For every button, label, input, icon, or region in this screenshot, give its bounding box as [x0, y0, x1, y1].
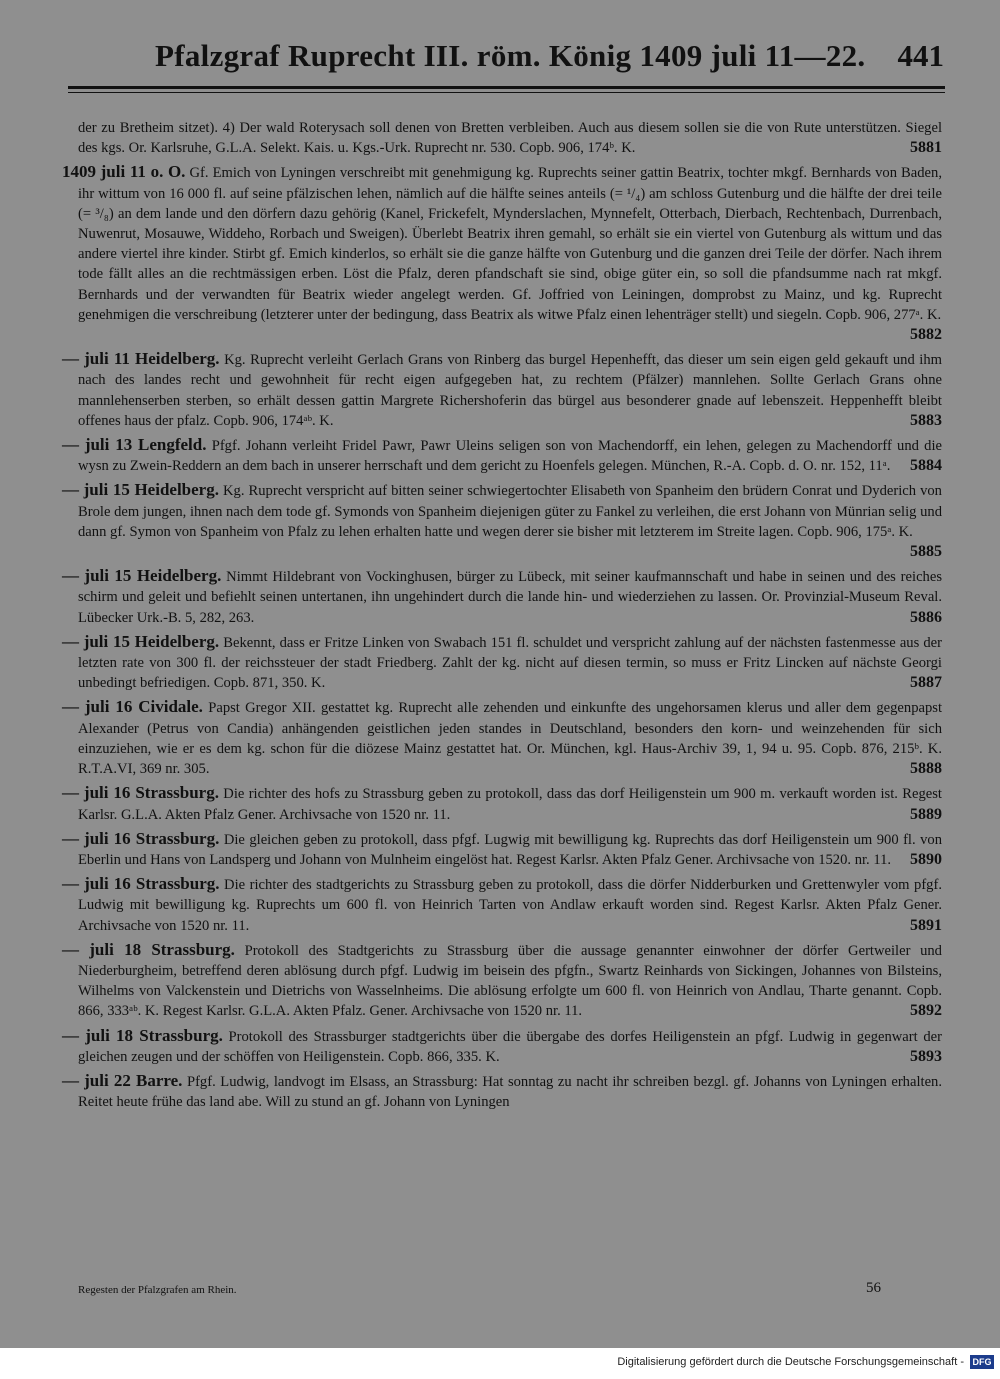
regest-entry [62, 162, 942, 345]
regest-entry [62, 435, 942, 476]
entry-number: 5886 [910, 608, 942, 626]
regest-entry [62, 874, 942, 936]
entry-text: Bekennt, dass er Fritze Linken von Swabach 151 fl. schuldet und verspricht zahlung auf der nächsten fastenmesse aus der letzten rate von 300 fl. der reichssteuer der stadt Friedberg. Zahlt der kg. nicht auf diesen termin, so muss er Fritz Lincken auf nächste Georgi unbedingt befriedigen. Copb. 871, 350. K. [78, 634, 943, 692]
entry-number: 5885 [910, 543, 942, 561]
entry-number: 5892 [910, 1002, 942, 1020]
entry-number: 5888 [910, 760, 942, 778]
header-rule-thin [68, 92, 945, 93]
regest-entry [62, 940, 942, 1022]
entry-date: — juli 18 Strassburg. [62, 939, 235, 959]
regest-entry [62, 829, 942, 870]
entry-date: — juli 16 Cividale. [62, 697, 203, 717]
entry-date: — juli 22 Barre. [62, 1070, 183, 1090]
entry-number: 5887 [910, 674, 942, 692]
running-header [60, 38, 950, 78]
entry-text: Kg. Ruprecht verleiht Gerlach Grans von Rinberg das burgel Hepenhefft, das dieser um sein eigen geld gekauft und ihm nach des landes recht und gewohnheit für recht eigen aufgegeben hat, zu rechtem (Pfälzer) mannlehen. Sollte Gerlach Grans ohne mannlehenserben sterben, so erhält dessen gattin Margrete Richershoferin das bürgel aus besonderer gnade auf lebenszeit. Heppenhefft bleibt offenes haus der pfalz. Copb. 906, 174ᵃᵇ. K. [78, 352, 942, 429]
entry-number: 5884 [910, 457, 942, 475]
entry-date: — juli 13 Lengfeld. [62, 435, 207, 455]
entry-text: Die richter des hofs zu Strassburg geben zu protokoll, dass das dorf Heiligenstein um 900 m. verkauft worden ist. Regest Karlsr. G.L.A. Akten Pfalz Gener. Archivsache von 1520 nr. 11. [78, 786, 942, 823]
entry-text: Kg. Ruprecht verspricht auf bitten seiner schwiegertochter Elisabeth von Spanheim den brüdern Conrat und Dyderich von Brole dem jungen, ihnen nach dem tode gf. Symonds von Spanheim diejenigen güter zu Fankel zu verleihen, die erst Johann von Münrian selig und dann gf. Symon von Spanheim von Pfalz zu lehen erhalten hatte und wegen derer sie bisher mit letzterem im Streite lagen. Copb. 906, 175ᵃ. K. [78, 483, 942, 540]
header-rule-thick [68, 86, 945, 89]
entry-date: — juli 11 Heidelberg. [62, 349, 220, 369]
digitization-bar [0, 1348, 1000, 1379]
digitization-note: Digitalisierung gefördert durch die Deutsche Forschungsgemeinschaft - [617, 1356, 964, 1368]
regest-entries [62, 118, 942, 1116]
regest-entry [62, 349, 942, 431]
entry-date: — juli 18 Strassburg. [62, 1025, 223, 1045]
entry-text: Die gleichen geben zu protokoll, dass pfgf. Lugwig mit bewilligung kg. Ruprechts das dorf Heiligenstein um 900 fl. von Eberlin und Hans von Landsperg und Johann von Mulnheim eingelöst hat. Regest Karlsr. Akten Pfalz Gener. Archivsache von 1520. nr. 11. [78, 831, 942, 868]
entry-number: 5890 [910, 850, 942, 868]
entry-date: — juli 16 Strassburg. [62, 828, 220, 848]
regest-entry [62, 632, 942, 694]
entry-text: Nimmt Hildebrant von Vockinghusen, bürger zu Lübeck, mit seiner kaufmannschaft und habe in seinen und des reiches schirm und geleit und befiehlt seinen untertanen, ihn ungehindert durch die lande hin- und wiederziehen zu lassen. Or. Provinzial-Museum Reval. Lübecker Urk.-B. 5, 282, 263. [78, 569, 942, 626]
regest-entry [62, 1026, 942, 1067]
entry-text: Pfgf. Ludwig, landvogt im Elsass, an Strassburg: Hat sonntag zu nacht ihr schreiben bezgl. gf. Johanns von Lyningen erhalten. Reitet heute frühe das land abe. Will zu stund an gf. Johann von Lyningen [78, 1073, 942, 1111]
entry-text: Papst Gregor XII. gestattet kg. Ruprecht alle zehenden und einkunfte des ungehorsamen klerus und aller dem gegenpapst Alexander (Petrus von Candia) anhängenden geistlichen jeden standes in Deutschland, besonders den korn- und weinzehenden für sich einzuziehen, wie er es dem kg. schon für die diözese Mainz gestattet hat. Or. München, kgl. Haus-Archiv 39, 1, 94 u. 95. Copb. 876, 215ᵇ. K. R.T.A.VI, 369 nr. 305. [78, 700, 942, 778]
entry-date: — juli 16 Strassburg. [62, 783, 219, 803]
entry-number: 5889 [910, 805, 942, 823]
regest-entry [62, 697, 942, 779]
entry-number: 5882 [910, 326, 942, 344]
entry-text: Gf. Emich von Lyningen verschreibt mit genehmigung kg. Ruprechts seiner gattin Beatrix, tochter mkgf. Bernhards von Baden, ihr wittum von 16 000 fl. auf seine pfälzischen lehen, nämlich auf die hälfte seines anteils (= ¹/₄) am schloss Gutenburg und die hälfte der drei teile (= ³/₈) an dem lande und den dörfern dazu gehörig (Kanel, Frickefelt, Mynderslachen, Mynnefelt, Otterbach, Dierbach, Rechtenbach, Durrenbach, Nuwenrut, Mosauwe, Widdeho, Rorbach und Sweigen). Überlebt Beatrix ihren gemahl, so erhält sie ein viertel von Gutenburg als wittum und das andere viertel ihre kinder. Stirbt gf. Emich kinderlos, so erhält sie die ganze hälfte von Gutenburg und die ganzen drei Teile der dörfer. Nach ihrem tode fällt alles an die rechtmässigen erben. Löst die Pfalz, deren pfandschaft sie sind, obige güter ein, so soll die pfandsumme nach rat mkgf. Bernhards und der verwandten für Beatrix wieder angelegt werden. Gf. Joffried von Leiningen, domprobst zu Mainz, und kg. Ruprecht genehmigen die verschreibung (letzterer unter der bedingung, dass Beatrix als witwe Pfalz einen lehenträger stellt) und siegeln. Copb. 906, 277ᵃ. K. [78, 165, 942, 323]
regest-entry [62, 1071, 942, 1112]
entry-date: — juli 15 Heidelberg. [62, 480, 219, 500]
footer-signature: 56 [866, 1280, 881, 1296]
footer-series-title: Regesten der Pfalzgrafen am Rhein. [78, 1284, 237, 1296]
entry-date: — juli 15 Heidelberg. [62, 566, 222, 586]
entry-text: Protokoll des Strassburger stadtgerichts über die übergabe des dorfes Heiligenstein an pfgf. Ludwig in gegenwart der gleichen zeugen und der schöffen von Heiligenstein. Copb. 866, 335. K. [78, 1028, 942, 1065]
page-title: Pfalzgraf Ruprecht III. röm. König 1409 juli 11—22. [155, 38, 866, 73]
entry-text: Pfgf. Johann verleiht Fridel Pawr, Pawr Uleins seligen son von Machendorff, ein lehen, gelegen zu Machendorff und die wysn zu Zwein-Reddern an dem bach in unserer herrschaft und dem gericht zu Hoenfels gelegen. München, R.-A. Copb. d. O. nr. 152, 11ᵃ. [78, 438, 942, 475]
regest-entry [62, 118, 942, 158]
entry-date: — juli 16 Strassburg. [62, 874, 220, 894]
page-number: 441 [897, 38, 944, 73]
entry-date: — juli 15 Heidelberg. [62, 631, 220, 651]
entry-text: der zu Bretheim sitzet). 4) Der wald Roterysach soll denen von Bretten verbleiben. Auch aus diesem sollen sie die von Rute unterstützen. Siegel des kgs. Or. Karlsruhe, G.L.A. Selekt. Kais. u. Kgs.-Urk. Ruprecht nr. 530. Copb. 906, 174ᵇ. K. [78, 120, 942, 157]
entry-number: 5891 [910, 916, 942, 934]
dfg-logo[interactable]: DFG [970, 1355, 994, 1369]
entry-date: 1409 juli 11 o. O. [62, 162, 186, 182]
entry-number: 5893 [910, 1047, 942, 1065]
entry-number: 5881 [910, 139, 942, 157]
entry-number: 5883 [910, 411, 942, 429]
regest-entry [62, 480, 942, 562]
entry-text: Die richter des stadtgerichts zu Strassburg geben zu protokoll, dass die dörfer Nidderburken und Grettenwyler vom pfgf. Ludwig mit bewilligung kg. Ruprechts um 600 fl. von Heinrich Tarten von Andlaw erkauft worden sind. Regest Karlsr. Akten Pfalz Gener. Archivsache von 1520 nr. 11. [78, 877, 942, 934]
entry-text: Protokoll des Stadtgerichts zu Strassburg über die aussage genannter einwohner der dörfer Gertweiler und Niederburgheim, betreffend deren ablösung durch pfgf. Ludwig im beisein des pfgfn., Swartz Reinhards von Sickingen, Johannes von Bilsteins, Wilhelms von Valckenstein und Dietrichs von Wasselnheims. Die ablösung erfolgte um 600 fl. von Heinrich von Andlau, Tharte genannt. Copb. 866, 333ᵃᵇ. K. Regest Karlsr. G.L.A. Akten Pfalz. Gener. Archivsache von 1520 nr. 11. [78, 942, 942, 1020]
regest-entry [62, 783, 942, 824]
regest-entry [62, 566, 942, 628]
